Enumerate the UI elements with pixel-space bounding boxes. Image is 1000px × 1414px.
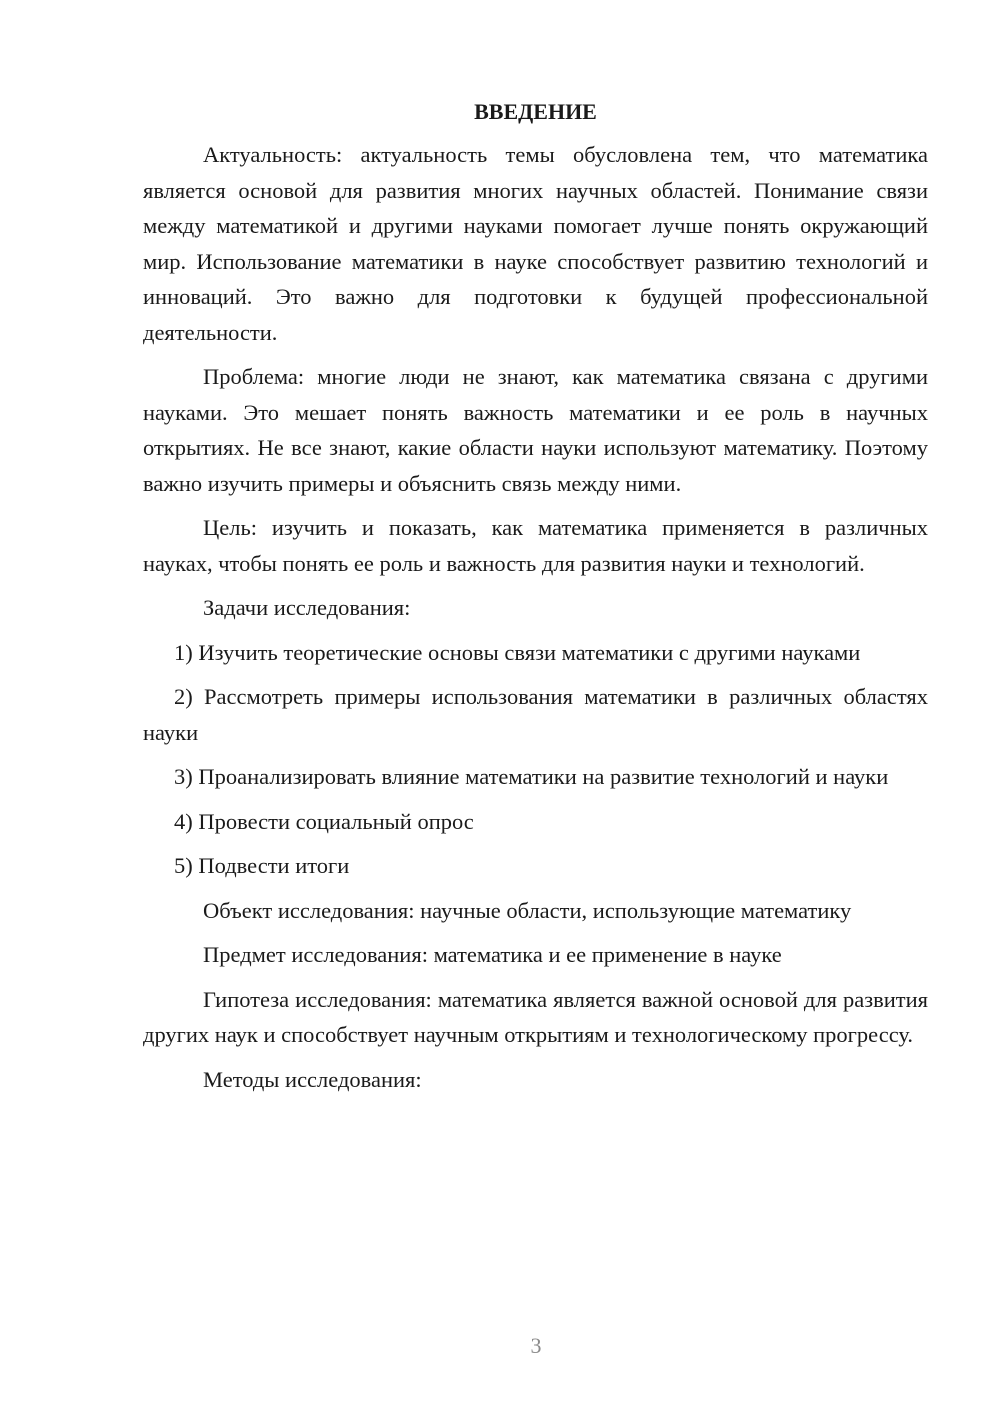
task-item-1: 1) Изучить теоретические основы связи математики с другими науками bbox=[174, 639, 861, 665]
problem-paragraph: Проблема: многие люди не знают, как математика связана с другими науками. Это мешает понять важность математики и ее роль в научных открытиях. Не все знают, какие области науки используют математику. Поэтому важно изучить примеры и объяснить связь между ними. bbox=[143, 364, 928, 496]
task-item-5: 5) Подвести итоги bbox=[174, 853, 350, 878]
section-heading: ВВЕДЕНИЕ bbox=[474, 99, 597, 124]
page-number: 3 bbox=[530, 1333, 542, 1358]
relevance-paragraph: Актуальность: актуальность темы обусловлена тем, что математика является основой для развития многих научных областей. Понимание связи между математикой и другими науками помогает лучше понять окружающий мир. Использование математики в науке способствует развитию технологий и инноваций. Это важно для подготовки к будущей профессиональной деятельности. bbox=[143, 142, 928, 345]
goal-paragraph: Цель: изучить и показать, как математика применяется в различных науках, чтобы понять ее роль и важность для развития науки и технологий. bbox=[143, 515, 928, 576]
object-paragraph: Объект исследования: научные области, использующие математику bbox=[203, 897, 852, 923]
methods-title: Методы исследования: bbox=[203, 1066, 422, 1092]
task-item-3: 3) Проанализировать влияние математики на развитие технологий и науки bbox=[174, 764, 889, 789]
tasks-title: Задачи исследования: bbox=[203, 595, 411, 620]
subject-paragraph: Предмет исследования: математика и ее применение в науке bbox=[203, 942, 782, 967]
page-content bbox=[143, 97, 928, 1106]
task-item-4: 4) Провести социальный опрос bbox=[174, 808, 474, 834]
hypothesis-paragraph: Гипотеза исследования: математика является важной основой для развития других наук и способствует научным открытиям и технологическому прогрессу. bbox=[143, 986, 928, 1047]
task-item-2: 2) Рассмотреть примеры использования математики в различных областях науки bbox=[143, 684, 928, 745]
